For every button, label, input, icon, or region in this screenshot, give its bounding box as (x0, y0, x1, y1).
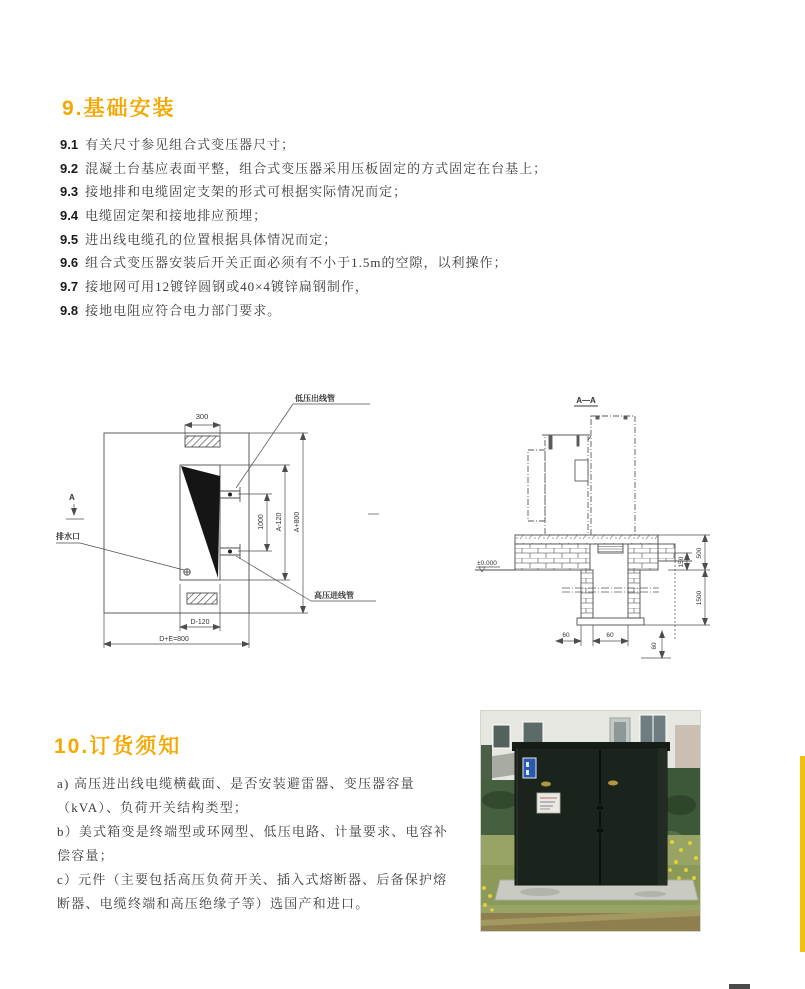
list-item (60, 180, 700, 204)
item-number: 9.4 (60, 208, 79, 224)
section-aa-drawing (438, 388, 723, 673)
item-text: 混凝土台基应表面平整，组合式变压器采用压板固定的方式固定在台基上； (85, 160, 548, 176)
page-edge-accent-bar (800, 756, 805, 952)
section10-heading: 10.订货须知 (54, 735, 182, 758)
notice-card (537, 793, 560, 813)
section-title: A—A (576, 396, 596, 405)
list-item (60, 157, 700, 181)
transformer-outline (528, 416, 635, 536)
transformer-photo (480, 710, 701, 932)
item-text: 接地排和电缆固定支架的形式可根据实际情况而定； (85, 184, 408, 200)
ordering-note-a: a) 高压进出线电缆横截面、是否安装避雷器、变压器容量（kVA）、负荷开关结构类型； (57, 776, 415, 815)
dim-label-a800: A+800 (294, 511, 301, 533)
label-hv-inlet-pipe: 高压进线管 (314, 591, 354, 600)
dim-label-a120: A-120 (276, 512, 283, 532)
list-item (60, 133, 700, 157)
item-text: 组合式变压器安装后开关正面必须有不小于1.5m的空隙，以利操作； (85, 255, 508, 271)
item-text: 接地网可用12镀锌圆钢或40×4镀锌扁钢制作， (85, 279, 369, 295)
blue-sticker (523, 758, 536, 778)
section9-list (60, 133, 700, 323)
brand-emblem (541, 782, 551, 787)
item-number: 9.1 (60, 137, 79, 152)
list-item (60, 299, 700, 323)
item-text: 进出线电缆孔的位置根据具体情况而定； (85, 231, 338, 247)
dim-label-60a: 60 (562, 632, 570, 639)
dim-label-de800: D+E=800 (159, 636, 189, 643)
cable-lines (562, 588, 659, 592)
dim-label-150: 150 (678, 556, 685, 568)
item-number: 9.5 (60, 231, 79, 247)
item-text: 电缆固定架和接地排应预埋； (85, 208, 268, 224)
dim-label-500: 500 (696, 547, 703, 559)
label-drain-outlet: 排水口 (56, 532, 80, 541)
list-item (60, 275, 700, 299)
item-text: 接地电阻应符合电力部门要求。 (85, 302, 282, 318)
item-number: 9.7 (60, 279, 79, 295)
dim-label-300: 300 (195, 412, 209, 421)
ordering-note-c: c）元件（主要包括高压负荷开关、插入式熔断器、后备保护熔断器、电缆终端和高压绝缘子等）选国产和进口。 (57, 872, 448, 911)
list-item (60, 204, 700, 228)
transformer-details (542, 416, 627, 481)
dim-label-1500: 1500 (696, 590, 703, 606)
page-bottom-mark (729, 984, 750, 989)
item-text: 有关尺寸参见组合式变压器尺寸； (85, 137, 296, 152)
section-mark-a: A (69, 493, 75, 502)
ordering-note-b: b）美式箱变是终端型或环网型、低压电路、计量要求、电容补偿容量； (57, 824, 449, 863)
item-number: 9.8 (60, 302, 79, 318)
photo-transformer-box (512, 742, 670, 885)
list-item (60, 251, 700, 275)
drain-symbol (184, 569, 190, 575)
list-item (60, 228, 700, 252)
item-number: 9.3 (60, 184, 79, 200)
plan-view-drawing (52, 388, 380, 673)
item-number: 9.2 (60, 160, 79, 176)
label-lv-outlet-pipe: 低压出线管 (295, 394, 335, 403)
dim-label-d120: D-120 (190, 619, 210, 626)
plan-outlines (104, 433, 249, 613)
section9-heading: 9.基础安装 (62, 97, 176, 120)
brand-emblem (608, 781, 618, 786)
level-label: ±0.000 (477, 560, 497, 567)
dim-label-1000: 1000 (258, 514, 265, 530)
pipe-dot (228, 550, 232, 554)
item-number: 9.6 (60, 255, 79, 271)
foundation (475, 535, 692, 625)
pipe-dot (228, 493, 232, 497)
dim-label-60b: 60 (606, 632, 614, 639)
shadow-wedge (181, 466, 220, 578)
section10-text (57, 772, 461, 916)
dim-label-60c: 60 (651, 642, 658, 650)
